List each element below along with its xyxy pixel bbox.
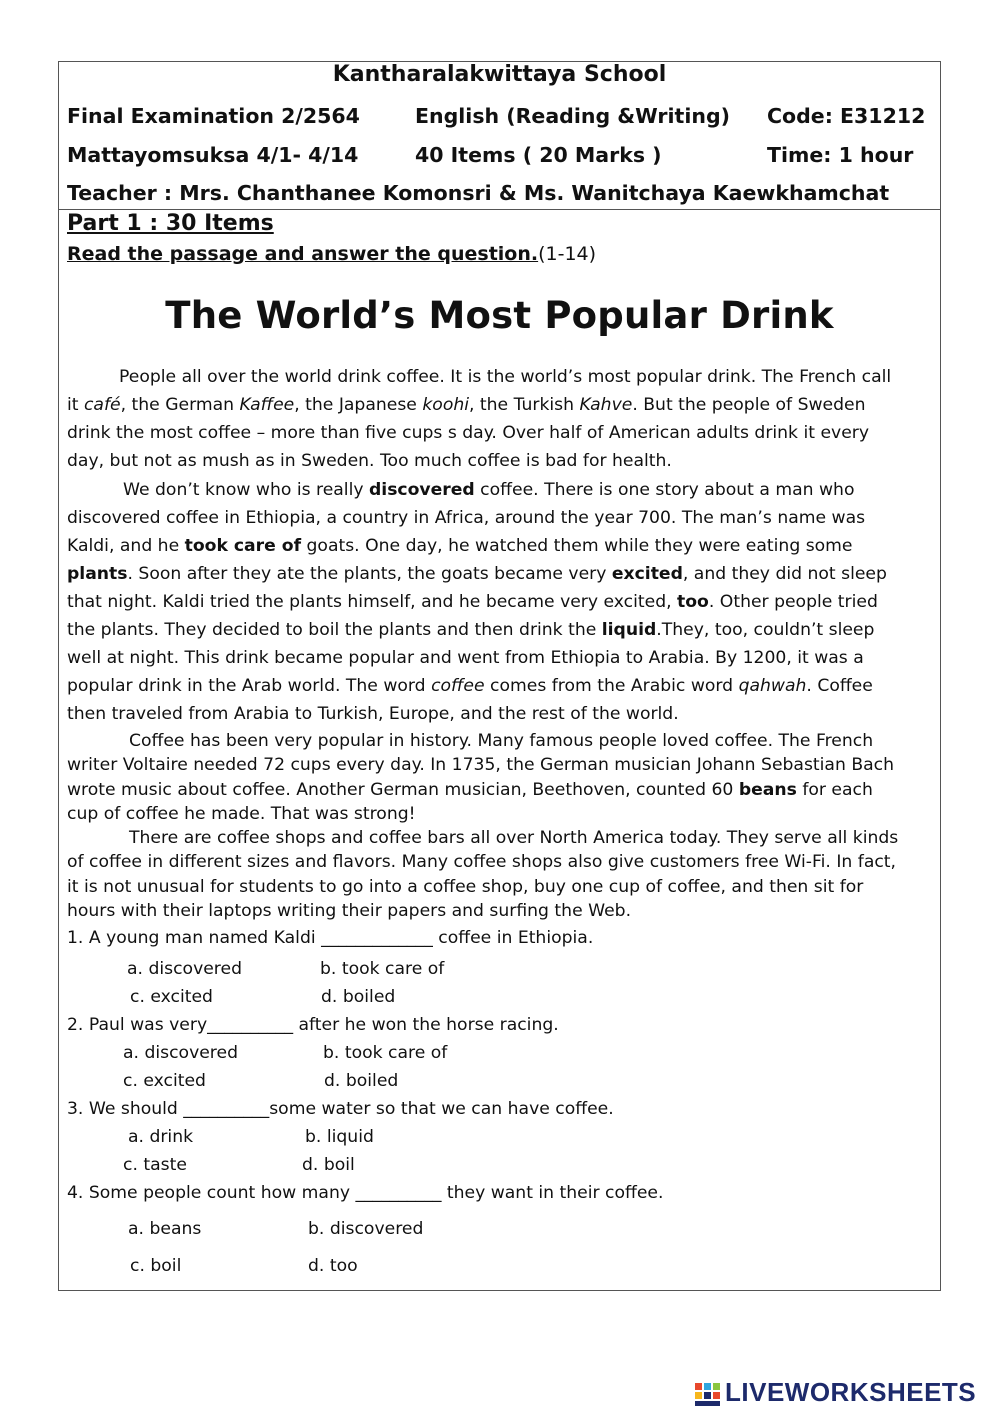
q3-option-c[interactable]: c. taste (123, 1155, 187, 1175)
part-title: Part 1 : 30 Items (67, 211, 274, 236)
p3-line-3: wrote music about coffee. Another German musician, Beethoven, counted 60 beans for each (67, 779, 873, 800)
question-1: 1. A young man named Kaldi _____________ coffee in Ethiopia. (67, 928, 594, 948)
word-excited: excited (611, 564, 683, 584)
word-too: too (677, 592, 709, 612)
q1-option-c[interactable]: c. excited (130, 987, 213, 1007)
instruction-range: (1-14) (538, 243, 597, 265)
p1-line-2: it café, the German Kaffee, the Japanese koohi, the Turkish Kahve. But the people of Sweden (67, 395, 866, 415)
paragraph-2 (67, 476, 935, 728)
q3-option-d[interactable]: d. boil (302, 1155, 355, 1175)
exam-time: Time: 1 hour (767, 143, 914, 167)
question-4: 4. Some people count how many __________ they want in their coffee. (67, 1183, 664, 1203)
word-qahwah: qahwah (738, 676, 807, 696)
p4-line-4: hours with their laptops writing their papers and surfing the Web. (67, 900, 632, 921)
p2-line-4: plants. Soon after they ate the plants, the goats became very excited, and they did not sleep (67, 564, 887, 584)
passage-title: The World’s Most Popular Drink (165, 294, 834, 337)
q4-option-a[interactable]: a. beans (128, 1219, 202, 1239)
liveworksheets-logo-icon (695, 1383, 721, 1407)
p4-line-2: of coffee in different sizes and flavors. Many coffee shops also give customers free Wi-Fi. In fact, (67, 852, 897, 873)
q1-option-a[interactable]: a. discovered (127, 959, 242, 979)
q2-option-b[interactable]: b. took care of (323, 1043, 448, 1063)
q2-option-d[interactable]: d. boiled (324, 1071, 399, 1091)
p3-line-4: cup of coffee he made. That was strong! (67, 803, 416, 824)
school-name: Kantharalakwittaya School (332, 62, 667, 87)
word-koohi: koohi (422, 395, 469, 415)
p1-line-1: People all over the world drink coffee. It is the world’s most popular drink. The French call (119, 367, 892, 387)
word-took-care-of: took care of (184, 536, 302, 556)
paragraph-3 (67, 729, 935, 826)
paragraph-1 (67, 363, 935, 475)
p2-line-5: that night. Kaldi tried the plants himself, and he became very excited, too. Other people tried (67, 592, 878, 612)
exam-code: Code: E31212 (767, 104, 926, 128)
p1-line-3: drink the most coffee – more than five cups s day. Over half of American adults drink it every (67, 423, 870, 443)
p2-line-7: well at night. This drink became popular and went from Ethiopia to Arabia. By 1200, it was a (67, 648, 864, 668)
word-plants: plants (67, 564, 128, 584)
p2-line-6: the plants. They decided to boil the plants and then drink the liquid.They, too, couldn’t sleep (67, 620, 875, 640)
p1-line-4: day, but not as mush as in Sweden. Too much coffee is bad for health. (67, 451, 672, 471)
word-coffee: coffee (431, 676, 485, 696)
p4-line-1: There are coffee shops and coffee bars all over North America today. They serve all kinds (129, 828, 899, 848)
word-cafe: café (83, 395, 121, 415)
q4-option-c[interactable]: c. boil (130, 1256, 182, 1276)
q3-option-b[interactable]: b. liquid (305, 1127, 374, 1147)
p2-line-1: We don’t know who is really discovered coffee. There is one story about a man who (123, 480, 855, 500)
word-kahve: Kahve (579, 395, 633, 415)
p2-line-3: Kaldi, and he took care of goats. One day, he watched them while they were eating some (67, 536, 853, 556)
paragraph-4 (67, 826, 935, 923)
q4-option-b[interactable]: b. discovered (308, 1219, 424, 1239)
word-discovered: discovered (369, 480, 475, 500)
p3-line-1: Coffee has been very popular in history. Many famous people loved coffee. The French (129, 731, 874, 751)
p3-line-2: writer Voltaire needed 72 cups every day. In 1735, the German musician Johann Sebastian Bach (67, 755, 894, 776)
p2-line-2: discovered coffee in Ethiopia, a country in Africa, around the year 700. The man’s name was (67, 508, 866, 528)
q2-option-a[interactable]: a. discovered (123, 1043, 238, 1063)
exam-level: Mattayomsuksa 4/1- 4/14 (67, 143, 359, 167)
instruction (67, 243, 596, 265)
exam-items: 40 Items ( 20 Marks ) (415, 143, 662, 167)
instruction-text: Read the passage and answer the question. (67, 243, 539, 265)
q3-option-a[interactable]: a. drink (128, 1127, 194, 1147)
exam-title: Final Examination 2/2564 (67, 104, 360, 128)
q4-option-d[interactable]: d. too (308, 1256, 358, 1276)
exam-subject: English (Reading &Writing) (415, 104, 730, 128)
q1-option-d[interactable]: d. boiled (321, 987, 396, 1007)
liveworksheets-logo-text: LIVEWORKSHEETS (725, 1377, 977, 1407)
q1-option-b[interactable]: b. took care of (320, 959, 445, 979)
p2-line-8: popular drink in the Arab world. The word coffee comes from the Arabic word qahwah. Coffee (67, 676, 873, 696)
question-2: 2. Paul was very__________ after he won the horse racing. (67, 1015, 559, 1035)
p4-line-3: it is not unusual for students to go into a coffee shop, buy one cup of coffee, and then sit for (67, 876, 864, 897)
question-3: 3. We should __________some water so that we can have coffee. (67, 1099, 614, 1119)
p2-line-9: then traveled from Arabia to Turkish, Europe, and the rest of the world. (67, 704, 679, 724)
q2-option-c[interactable]: c. excited (123, 1071, 206, 1091)
word-beans: beans (738, 779, 797, 800)
liveworksheets-logo[interactable] (695, 1377, 995, 1413)
header-divider (58, 209, 941, 210)
word-kaffee: Kaffee (239, 395, 295, 415)
word-liquid: liquid (601, 620, 657, 640)
exam-teacher: Teacher : Mrs. Chanthanee Komonsri & Ms. Wanitchaya Kaewkhamchat (67, 181, 890, 205)
